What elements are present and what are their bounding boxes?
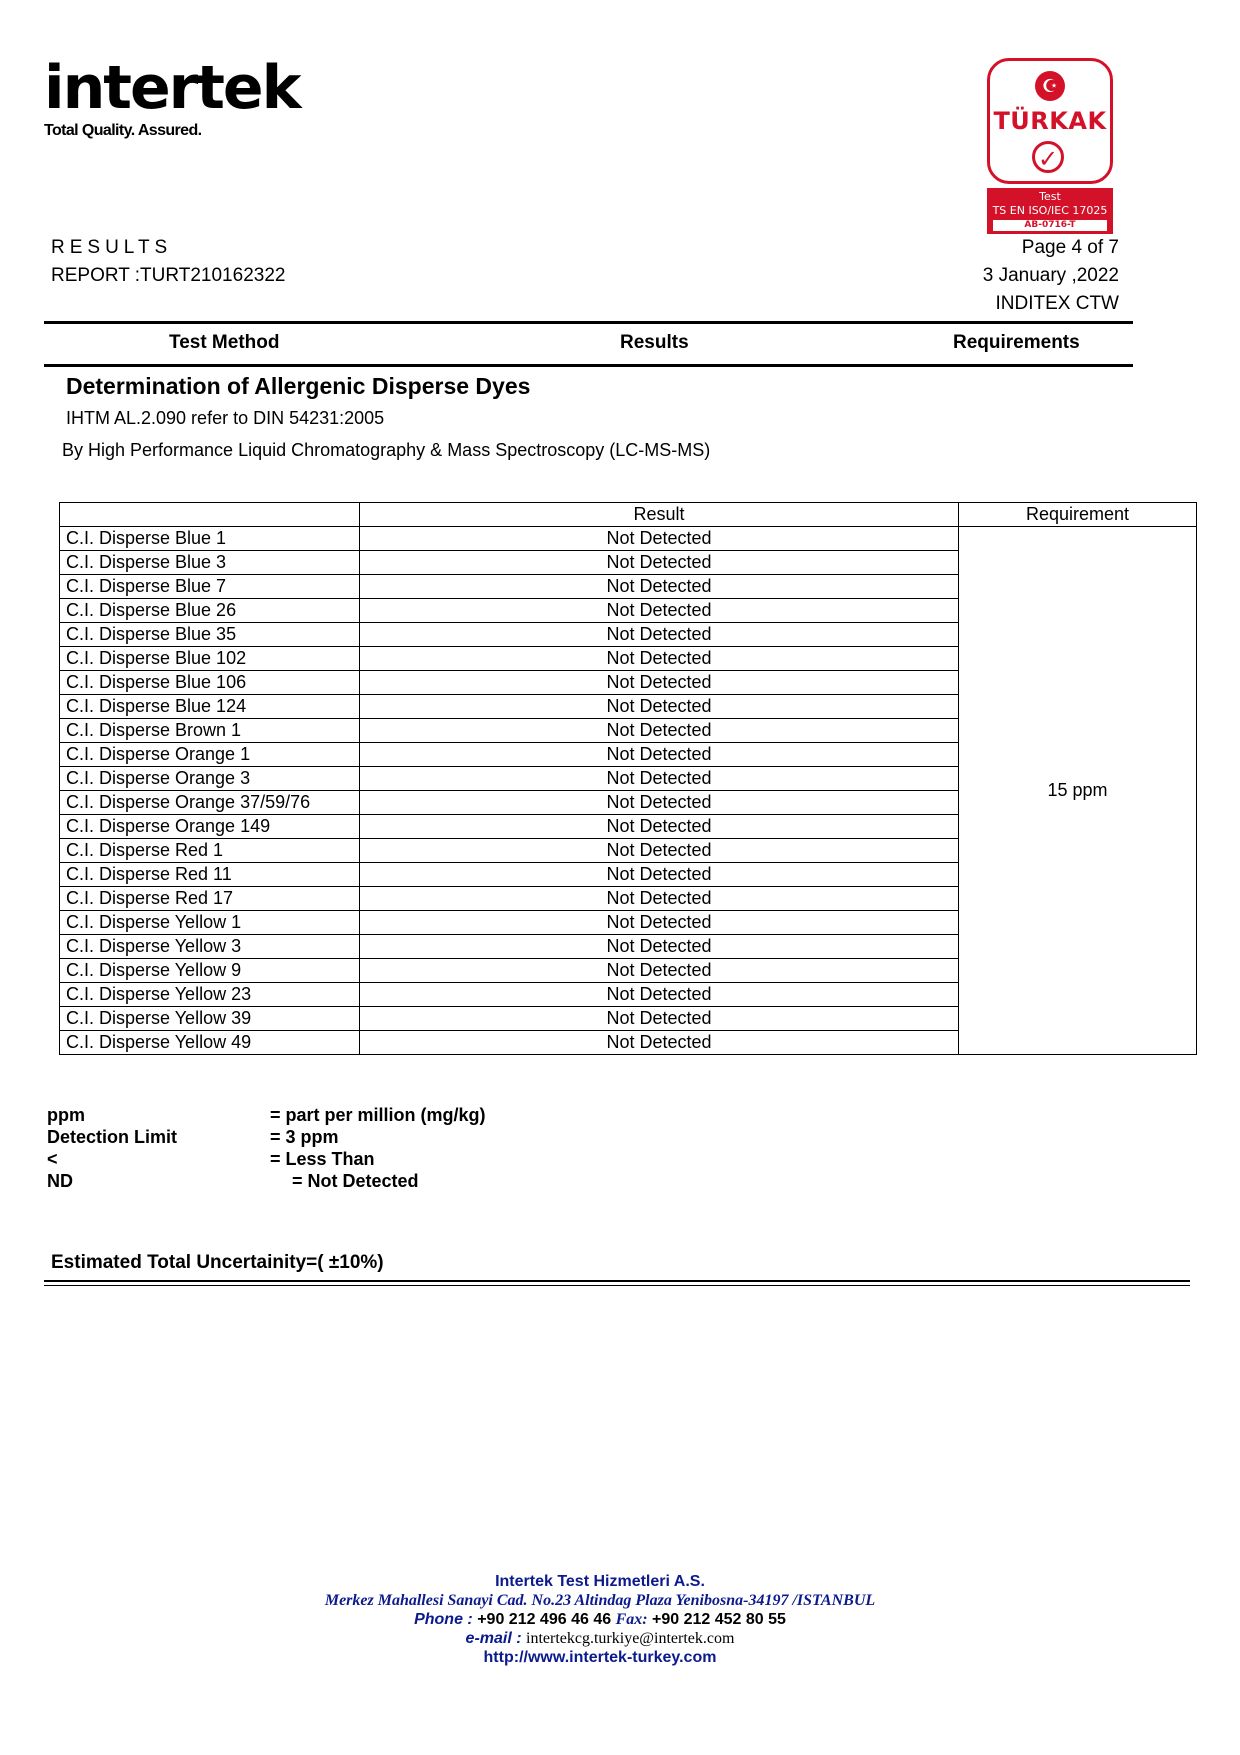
- legend-row: [47, 1104, 486, 1126]
- table-header-row: [60, 503, 1197, 527]
- email-address[interactable]: intertekcg.turkiye@intertek.com: [526, 1630, 735, 1647]
- dye-result: Not Detected: [360, 935, 959, 959]
- badge-standard: TS EN ISO/IEC 17025: [992, 204, 1108, 217]
- dye-result: Not Detected: [360, 815, 959, 839]
- dye-name: C.I. Disperse Yellow 1: [60, 911, 360, 935]
- dye-result: Not Detected: [360, 527, 959, 551]
- dye-name: C.I. Disperse Blue 26: [60, 599, 360, 623]
- uncertainty-note: Estimated Total Uncertainity=( ±10%): [51, 1252, 384, 1273]
- col-requirements: Requirements: [953, 332, 1080, 353]
- report-date: 3 January ,2022: [982, 265, 1119, 286]
- dye-result: Not Detected: [360, 719, 959, 743]
- phone-number: +90 212 496 46 46: [477, 1611, 612, 1628]
- dye-name: C.I. Disperse Blue 7: [60, 575, 360, 599]
- dye-name: C.I. Disperse Yellow 49: [60, 1031, 360, 1055]
- fax-label: Fax:: [615, 1611, 648, 1628]
- dye-name: C.I. Disperse Yellow 39: [60, 1007, 360, 1031]
- section-title: Determination of Allergenic Disperse Dyes: [66, 373, 531, 399]
- dye-result: Not Detected: [360, 599, 959, 623]
- col-results: Results: [620, 332, 689, 353]
- dye-name: C.I. Disperse Red 1: [60, 839, 360, 863]
- dye-name: C.I. Disperse Brown 1: [60, 719, 360, 743]
- method-reference: IHTM AL.2.090 refer to DIN 54231:2005: [66, 408, 385, 428]
- dye-name: C.I. Disperse Blue 35: [60, 623, 360, 647]
- legend-definition: = part per million (mg/kg): [270, 1105, 486, 1125]
- crescent-star-icon: ☪: [1035, 71, 1065, 101]
- legend-row: [47, 1170, 419, 1192]
- dye-result: Not Detected: [360, 575, 959, 599]
- legend-row: [47, 1148, 375, 1170]
- dye-name: C.I. Disperse Yellow 3: [60, 935, 360, 959]
- legend-definition: = Not Detected: [292, 1171, 419, 1191]
- double-rule-top: [44, 1280, 1190, 1282]
- dye-result: Not Detected: [360, 767, 959, 791]
- dye-name: C.I. Disperse Blue 106: [60, 671, 360, 695]
- phone-label: Phone :: [414, 1611, 473, 1628]
- legend-term: Detection Limit: [47, 1127, 178, 1147]
- footer-contact: [0, 1610, 1200, 1629]
- dye-result: Not Detected: [360, 695, 959, 719]
- badge-footer: [987, 188, 1113, 234]
- footer-address: Merkez Mahallesi Sanayi Cad. No.23 Altindag Plaza Yenibosna-34197 /ISTANBUL: [324, 1592, 876, 1609]
- requirement-value: 15 ppm: [959, 527, 1197, 1055]
- dye-name: C.I. Disperse Orange 1: [60, 743, 360, 767]
- dye-result: Not Detected: [360, 911, 959, 935]
- footer-company: Intertek Test Hizmetleri A.S.: [495, 1573, 705, 1590]
- dye-result: Not Detected: [360, 647, 959, 671]
- accreditation-badge: [987, 58, 1113, 234]
- logo-tagline: Total Quality. Assured.: [44, 122, 202, 139]
- dye-name: C.I. Disperse Orange 3: [60, 767, 360, 791]
- badge-emblem: [987, 58, 1113, 184]
- legend-definition: = 3 ppm: [270, 1127, 339, 1147]
- check-icon: ✓: [1032, 141, 1064, 173]
- legend-definition: = Less Than: [270, 1149, 375, 1169]
- dye-name: C.I. Disperse Blue 3: [60, 551, 360, 575]
- dye-result: Not Detected: [360, 743, 959, 767]
- header-rule-top: [44, 321, 1133, 324]
- dye-result: Not Detected: [360, 623, 959, 647]
- header-rule-bottom: [44, 364, 1133, 367]
- dye-name: C.I. Disperse Blue 102: [60, 647, 360, 671]
- dye-result: Not Detected: [360, 959, 959, 983]
- technique: By High Performance Liquid Chromatography & Mass Spectroscopy (LC-MS-MS): [62, 440, 711, 460]
- dye-result: Not Detected: [360, 863, 959, 887]
- table-header-result: Result: [360, 503, 959, 527]
- results-label: RESULTS: [51, 237, 173, 258]
- dye-result: Not Detected: [360, 1031, 959, 1055]
- dye-name: C.I. Disperse Blue 1: [60, 527, 360, 551]
- legend-row: [47, 1126, 339, 1148]
- page-number: Page 4 of 7: [1021, 237, 1119, 258]
- legend-term: ppm: [47, 1105, 85, 1125]
- website-link[interactable]: http://www.intertek-turkey.com: [483, 1649, 717, 1666]
- intertek-logo: [44, 53, 300, 140]
- dye-name: C.I. Disperse Orange 149: [60, 815, 360, 839]
- dye-name: C.I. Disperse Orange 37/59/76: [60, 791, 360, 815]
- dye-name: C.I. Disperse Yellow 23: [60, 983, 360, 1007]
- email-label: e-mail :: [465, 1630, 522, 1647]
- badge-code: AB-0716-T: [993, 220, 1107, 231]
- legend-term: <: [47, 1149, 58, 1169]
- legend: [47, 1104, 486, 1192]
- table-header-requirement: Requirement: [959, 503, 1197, 527]
- footer-email: [0, 1629, 1200, 1648]
- dye-name: C.I. Disperse Yellow 9: [60, 959, 360, 983]
- badge-name: TÜRKAK: [993, 107, 1107, 135]
- fax-number: +90 212 452 80 55: [652, 1611, 786, 1628]
- dye-result: Not Detected: [360, 839, 959, 863]
- dye-name: C.I. Disperse Blue 124: [60, 695, 360, 719]
- logo-wordmark: intertek: [44, 53, 300, 123]
- dye-result: Not Detected: [360, 791, 959, 815]
- dye-result: Not Detected: [360, 887, 959, 911]
- footer: [0, 1572, 1200, 1667]
- table-row: [60, 527, 1197, 551]
- dye-name: C.I. Disperse Red 11: [60, 863, 360, 887]
- badge-label: Test: [1039, 190, 1061, 203]
- double-rule-bottom: [44, 1285, 1190, 1286]
- dye-result: Not Detected: [360, 551, 959, 575]
- table-header-blank: [60, 503, 360, 527]
- report-number: REPORT :TURT210162322: [51, 265, 286, 286]
- legend-term: ND: [47, 1171, 73, 1191]
- col-test-method: Test Method: [169, 332, 280, 353]
- results-table: [59, 502, 1197, 1055]
- dye-result: Not Detected: [360, 1007, 959, 1031]
- client-name: INDITEX CTW: [995, 293, 1119, 314]
- dye-result: Not Detected: [360, 983, 959, 1007]
- dye-result: Not Detected: [360, 671, 959, 695]
- dye-name: C.I. Disperse Red 17: [60, 887, 360, 911]
